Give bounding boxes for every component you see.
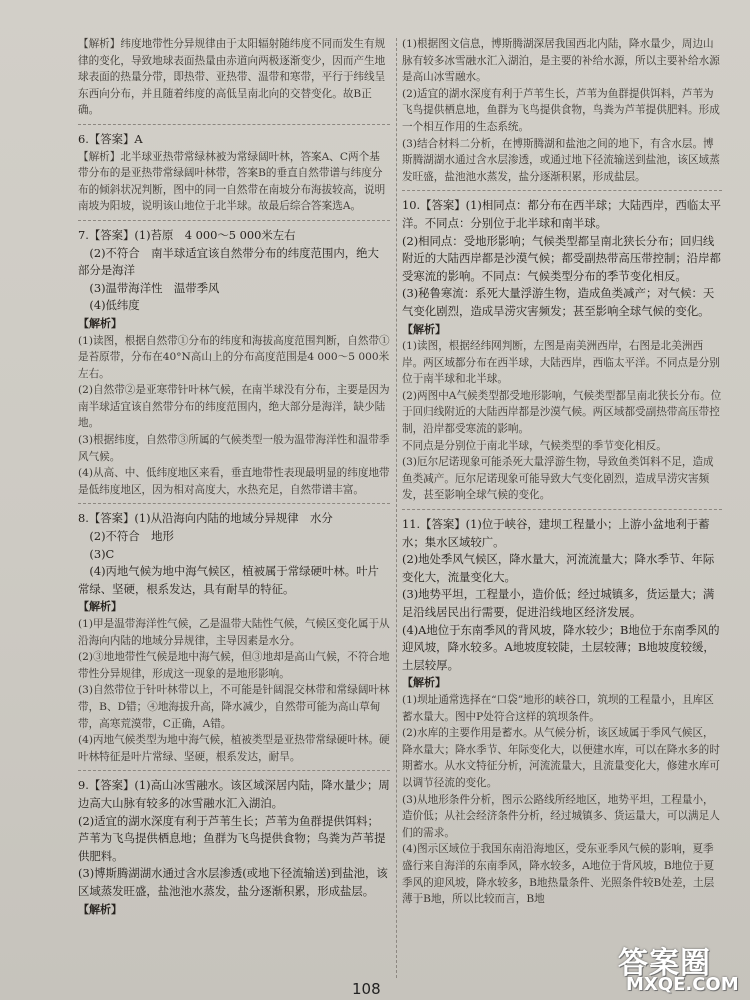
analysis-line: (2)③地地带性气候是地中海气候，但③地却是高山气候，不符合地带性分异规律，形成这一现象的是地形影响。 (78, 651, 390, 680)
answer-block-8 (78, 508, 390, 771)
analysis-heading: 【解析】 (78, 600, 122, 614)
answer-line: (3)温带海洋性 温带季风 (89, 280, 220, 295)
answer-line: (3)博斯腾湖湖水通过含水层渗透(或地下径流输送)到盐池，该区域蒸发旺盛，盐池池水蒸发，盐分逐渐积累，形成盐层。 (78, 866, 388, 898)
text-line: 【解析】纬度地带性分异规律由于太阳辐射随纬度不同而发生有规律的变化，导致地球表面热量由赤道向两极逐渐变少，因而产生地球表面的热量分带，即热带、亚热带、温带和寒带，平行于纬线呈东西向分布，并且随着纬度的高低呈南北向的交替变化。故B正确。 (78, 38, 386, 117)
analysis-line: (3)从地形条件分析，图示公路线所经地区，地势平坦，工程量小，造价低；从社会经济条件分析，经过城镇多、货运量大，可以满足人们的需求。 (402, 793, 720, 839)
answer-block-5-analysis (78, 34, 390, 125)
analysis-heading: 【解析】 (78, 316, 122, 330)
answer-line: (2)不符合 地形 (89, 529, 174, 544)
analysis-line: (3)根据纬度，自然带③所属的气候类型一般为温带海洋性和温带季风气候。 (78, 434, 390, 463)
analysis-line: (2)两图中A气候类型都受地形影响，气候类型都呈南北狭长分布。位于回归线附近的大陆西岸都是沙漠气候。两区域都受副热带高压带控制，沿岸都受寒流的影响。 (402, 389, 722, 436)
analysis-line: (4)图示区域位于我国东南沿海地区，受东亚季风气候的影响，夏季盛行来自海洋的东南季风，降水较多，A地位于背风坡，B地位于夏季风的迎风坡，降水较多，B地热量条件、光照条件较B处差，土层薄于B地，所以比较而言，B地 (402, 843, 715, 906)
answer-line: (4)丙地气候为地中海气候区，植被属于常绿硬叶林。叶片常绿、坚硬，根系发达，具有耐旱的特征。 (78, 564, 379, 596)
right-column (402, 34, 722, 917)
analysis-line: (3)结合材料二分析，在博斯腾湖和盐池之间的地下，有含水层。博斯腾湖湖水通过含水层渗透，或通过地下径流输送到盐池，该区域蒸发旺盛，盐池池水蒸发，盐分逐渐积累，形成盐层。 (402, 137, 720, 183)
answer-block-9 (78, 775, 390, 923)
answer-block-11 (402, 514, 722, 913)
answer-line: 9.【答案】(1)高山冰雪融水。该区域深居内陆，降水量少；周边高大山脉有较多的冰雪融水汇入湖泊。 (78, 778, 390, 810)
column-divider (396, 38, 397, 978)
answer-line: (2)适宜的湖水深度有利于芦苇生长；芦苇为鱼群提供饵料；芦苇为飞鸟提供栖息地；鱼群为飞鸟提供食物；鸟粪为芦苇提供肥料。 (78, 813, 386, 863)
answer-line: 11.【答案】(1)位于峡谷，建坝工程量小；上游小盆地利于蓄水；集水区域较广。 (402, 517, 710, 549)
analysis-line: (3)厄尔尼诺现象可能杀死大量浮游生物，导致鱼类饵料不足，造成鱼类减产。厄尔尼诺现象可能导致大气变化剧烈，造成旱涝灾害频发，甚至影响全球气候的变化。 (402, 456, 714, 502)
answer-line: (2)地处季风气候区，降水量大，河流流量大；降水季节、年际变化大，流量变化大。 (402, 552, 715, 584)
answer-line: (3)秘鲁寒流：系死大量浮游生物，造成鱼类减产；对气候：天气变化剧烈，造成旱涝灾害频发；甚至影响全球气候的变化。 (402, 286, 715, 318)
analysis-line: (1)读图，根据经纬网判断，左图是南美洲西岸，右图是北美洲西岸。两区域都分布在西半球，大陆西岸，西临太平洋。不同点是分别位于南半球和北半球。 (402, 340, 720, 386)
analysis-line: (2)自然带②是亚寒带针叶林气候，在南半球没有分布，主要是因为南半球适宜该自然带分布的纬度范围内，绝大部分是海洋，缺少陆地。 (78, 384, 390, 430)
answer-line: 10.【答案】(1)相同点：都分布在西半球；大陆西岸，西临太平洋。不同点：分别位于北半球和南半球。 (402, 198, 722, 230)
analysis-line: (3)自然带位于针叶林带以上，不可能是针阔混交林带和常绿阔叶林带，B、D错；④地海拔升高，降水减少，自然带可能为高山草甸带，高寒荒漠带，C正确，A错。 (78, 684, 390, 730)
analysis-line: (4)丙地气候类型为地中海气候，植被类型是亚热带常绿硬叶林。硬叶林特征是叶片常绿、坚硬，根系发达，耐旱。 (78, 734, 390, 763)
analysis-line: 不同点是分别位于南北半球，气候类型的季节变化相反。 (402, 439, 667, 452)
left-column (78, 34, 390, 927)
answer-line: 8.【答案】(1)从沿海向内陆的地域分异规律 水分 (78, 511, 333, 526)
analysis-heading: 【解析】 (402, 322, 446, 336)
analysis-line: (4)从高、中、低纬度地区来看，垂直地带性表现最明显的纬度地带是低纬度地区，因为相对高度大，水热充足，自然带谱丰富。 (78, 467, 390, 496)
analysis-line: (1)甲是温带海洋性气候，乙是温带大陆性气候，气候区变化属于从沿海向内陆的地域分异规律，主导因素是水分。 (78, 618, 390, 647)
answer-block-9-analysis (402, 34, 722, 191)
analysis-line: 【解析】北半球亚热带常绿林被为常绿阔叶林，答案A、C两个基带分布的是亚热带常绿阔叶林带，答案B的垂直自然带谱与纬度分布的倾斜状况判断，图中的同一自然带在南坡分布海拔较高，说明南坡为阳坡，说明该山地位于北半球。故最后综合答案选A。 (78, 150, 386, 213)
answer-line: (4)A地位于东南季风的背风坡，降水较少；B地位于东南季风的迎风坡，降水较多。A地坡度较陡，土层较薄；B地坡度较缓，土层较厚。 (402, 622, 720, 672)
answer-line: (4)低纬度 (89, 298, 140, 313)
answer-block-6 (78, 129, 390, 221)
analysis-line: (2)水库的主要作用是蓄水。从气候分析，该区域属于季风气候区，降水量大；降水季节、年际变化大，以便建水库，可以在降水多的时期蓄水。从水文特征分析，河流流量大，且流量变化大，修建水库可以调节径流的变化。 (402, 727, 720, 789)
answer-line: 7.【答案】(1)苔原 4 000～5 000米左右 (78, 227, 296, 242)
analysis-heading: 【解析】 (402, 676, 446, 690)
analysis-line: (1)根据图文信息，博斯腾湖深居我国西北内陆，降水量少，周边山脉有较多冰雪融水汇入湖泊，是主要的补给水源，所以主要补给水源是高山冰雪融水。 (402, 38, 720, 84)
analysis-line: (2)适宜的湖水深度有利于芦苇生长，芦苇为鱼群提供饵料，芦苇为飞鸟提供栖息地，鱼群为飞鸟提供食物，鸟粪为芦苇提供肥料。形成一个相互作用的生态系统。 (402, 87, 720, 133)
answer-line: (3)C (89, 546, 115, 561)
answer-block-7 (78, 225, 390, 505)
answer-line: (2)不符合 南半球适宜该自然带分布的纬度范围内，绝大部分是海洋 (78, 245, 379, 278)
answer-line: 6.【答案】A (78, 131, 143, 146)
analysis-heading: 【解析】 (78, 902, 122, 916)
answer-block-10 (402, 195, 722, 510)
answer-line: (2)相同点：受地形影响；气候类型都呈南北狭长分布；回归线附近的大陆西岸都是沙漠气候；都受副热带高压带控制；沿岸都受寒流的影响。不同点：气候类型分布的季节变化相反。 (402, 233, 721, 283)
analysis-line: (1)坝址通常选择在“口袋”地形的峡谷口，筑坝的工程量小，且库区蓄水量大。图中P处符合这样的筑坝条件。 (402, 693, 714, 723)
analysis-line: (1)读图，根据自然带①分布的纬度和海拔高度范围判断，自然带①是苔原带，分布在40°N高山上的分布高度范围是4 000～5 000米左右。 (78, 334, 390, 380)
watermark-url: MXQE.COM (626, 974, 739, 995)
watermark-logo (618, 938, 746, 996)
watermark-text: 答案圈 (618, 946, 711, 981)
answer-line: (3)地势平坦，工程量小，造价低；经过城镇多，货运量大；满足沿线居民出行需要，促进沿线地区经济发展。 (402, 587, 715, 619)
page-number: 108 (352, 980, 381, 998)
